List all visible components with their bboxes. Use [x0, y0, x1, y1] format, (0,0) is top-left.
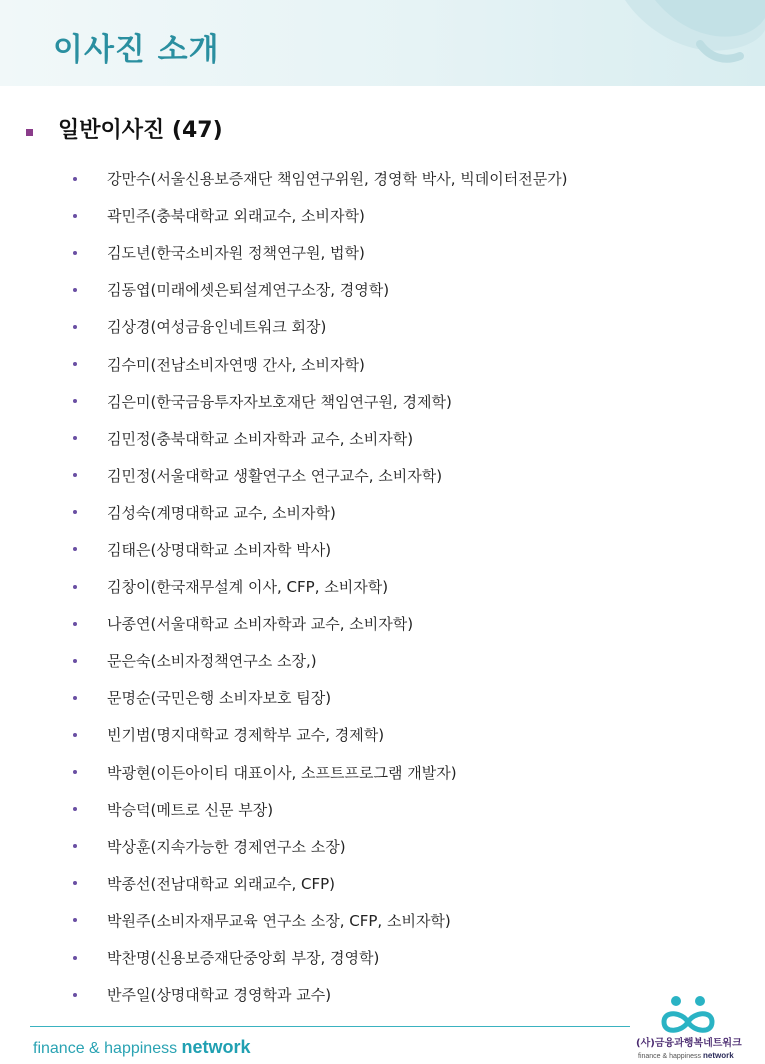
bullet-icon — [73, 251, 77, 255]
logo-text-english-regular: finance & happiness — [638, 1053, 703, 1060]
bullet-icon — [73, 659, 77, 663]
member-entry: 박찬명(신용보증재단중앙회 부장, 경영학) — [107, 949, 380, 968]
list-item — [73, 902, 568, 939]
list-item — [73, 828, 568, 865]
list-item — [73, 642, 568, 679]
member-entry: 김민정(충북대학교 소비자학과 교수, 소비자학) — [107, 429, 414, 448]
bullet-icon — [73, 288, 77, 292]
bullet-icon — [73, 547, 77, 551]
footer-brand-regular: finance & happiness — [33, 1040, 182, 1057]
member-entry: 김은미(한국금융투자자보호재단 책임연구원, 경제학) — [107, 392, 452, 411]
logo-text-korean: (사)금융과행복네트워크 — [636, 1038, 742, 1049]
member-list — [73, 160, 568, 1013]
member-entry: 김창이(한국재무설계 이사, CFP, 소비자학) — [107, 578, 389, 597]
bullet-icon — [73, 177, 77, 181]
footer-brand-bold: network — [181, 1037, 251, 1057]
member-entry: 박상훈(지속가능한 경제연구소 소장) — [107, 837, 346, 856]
footer-brand — [33, 1037, 251, 1059]
bullet-icon — [73, 733, 77, 737]
member-entry: 김도년(한국소비자원 정책연구원, 법학) — [107, 244, 365, 263]
section-title: 일반이사진 (47) — [58, 118, 223, 143]
bullet-icon — [73, 956, 77, 960]
bullet-icon — [73, 585, 77, 589]
logo-text-english — [638, 1051, 734, 1061]
member-entry: 문명순(국민은행 소비자보호 팀장) — [107, 689, 332, 708]
list-item — [73, 494, 568, 531]
bullet-icon — [73, 622, 77, 626]
member-entry: 박승덕(메트로 신문 부장) — [107, 800, 274, 819]
list-item — [73, 160, 568, 197]
list-item — [73, 791, 568, 828]
footer-divider — [30, 1026, 630, 1027]
list-item — [73, 939, 568, 976]
member-entry: 김수미(전남소비자연맹 간사, 소비자학) — [107, 355, 365, 374]
member-entry: 김태은(상명대학교 소비자학 박사) — [107, 540, 332, 559]
member-entry: 반주일(상명대학교 경영학과 교수) — [107, 986, 332, 1005]
bullet-icon — [73, 436, 77, 440]
list-item — [73, 308, 568, 345]
member-entry: 빈기범(명지대학교 경제학부 교수, 경제학) — [107, 726, 385, 745]
bullet-icon — [73, 770, 77, 774]
member-entry: 나종연(서울대학교 소비자학과 교수, 소비자학) — [107, 615, 414, 634]
bullet-icon — [73, 399, 77, 403]
list-item — [73, 197, 568, 234]
member-entry: 김상경(여성금융인네트워크 회장) — [107, 318, 327, 337]
list-item — [73, 234, 568, 271]
list-item — [73, 531, 568, 568]
list-item — [73, 605, 568, 642]
member-entry: 박원주(소비자재무교육 연구소 소장, CFP, 소비자학) — [107, 911, 451, 930]
list-item — [73, 420, 568, 457]
member-entry: 문은숙(소비자정책연구소 소장,) — [107, 652, 317, 671]
bullet-icon — [73, 473, 77, 477]
list-item — [73, 457, 568, 494]
list-item — [73, 754, 568, 791]
infinity-logo-icon — [656, 995, 720, 1037]
bullet-icon — [73, 510, 77, 514]
bullet-icon — [73, 696, 77, 700]
bullet-icon — [73, 918, 77, 922]
bullet-icon — [73, 325, 77, 329]
list-item — [73, 383, 568, 420]
bullet-icon — [73, 993, 77, 997]
list-item — [73, 271, 568, 308]
header-banner — [0, 0, 765, 86]
list-item — [73, 345, 568, 382]
member-entry: 김민정(서울대학교 생활연구소 연구교수, 소비자학) — [107, 466, 443, 485]
section-heading — [26, 117, 223, 145]
page-title: 이사진 소개 — [53, 32, 220, 68]
list-item — [73, 679, 568, 716]
list-item — [73, 568, 568, 605]
bullet-icon — [73, 881, 77, 885]
member-entry: 박광현(이든아이티 대표이사, 소프트프로그램 개발자) — [107, 763, 457, 782]
hands-decoration-icon — [605, 0, 765, 86]
bullet-icon — [73, 362, 77, 366]
list-item — [73, 865, 568, 902]
list-item — [73, 976, 568, 1013]
list-item — [73, 716, 568, 753]
member-entry: 곽민주(충북대학교 외래교수, 소비자학) — [107, 207, 365, 226]
member-entry: 박종선(전남대학교 외래교수, CFP) — [107, 874, 336, 893]
member-entry: 강만수(서울신용보증재단 책임연구위원, 경영학 박사, 빅데이터전문가) — [107, 170, 568, 189]
bullet-icon — [73, 807, 77, 811]
bullet-icon — [73, 844, 77, 848]
logo-text-english-bold: network — [703, 1051, 734, 1060]
section-bullet-icon — [26, 129, 33, 136]
member-entry: 김동엽(미래에셋은퇴설계연구소장, 경영학) — [107, 281, 390, 300]
member-entry: 김성숙(계명대학교 교수, 소비자학) — [107, 503, 336, 522]
bullet-icon — [73, 214, 77, 218]
